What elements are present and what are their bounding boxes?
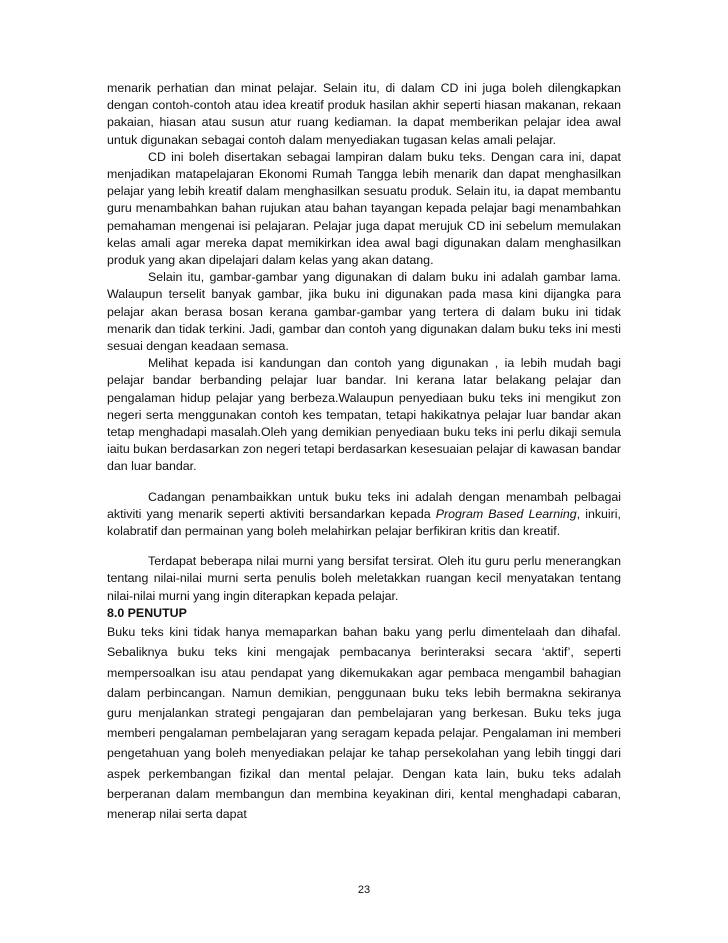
continuation-paragraph: menarik perhatian dan minat pelajar. Selain itu, di dalam CD ini juga boleh dilengkapkan dengan contoh-contoh atau idea kreatif produk hasilan akhir seperti hiasan makanan, rekaan pakaian, hiasan atau susun atur ruang kediaman. Ia dapat memberikan pelajar idea awal untuk digunakan sebagai contoh dalam menyediakan tugasan kelas amali pelajar. xyxy=(107,81,621,147)
suggestion-paragraph xyxy=(107,489,621,541)
suggestion-italic-term: Program Based Learning xyxy=(435,506,577,521)
suggestion-text-end: , inkuiri, kolabratif dan permainan yang boleh melahirkan pelajar berfikiran kritis dan kreatif. xyxy=(107,506,621,539)
cd-paragraph: CD ini boleh disertakan sebagai lampiran dalam buku teks. Dengan cara ini, dapat menjadikan matapelajaran Ekonomi Rumah Tangga lebih menarik dan dapat menghasilkan pelajar yang lebih kreatif dalam menghasilkan sesuatu produk. Selain itu, ia dapat membantu guru menambahkan bahan rujukan atau bahan tayangan kepada pelajar bagi menambahkan pemahaman mengenai isi pelajaran. Pelajar juga dapat merujuk CD ini sebelum memulakan kelas amali agar mereka dapat memikirkan idea awal bagi digunakan dalam menghasilkan produk yang akan dipelajari dalam kelas yang akan datang. xyxy=(107,149,621,268)
closing-paragraph: Buku teks kini tidak hanya memaparkan bahan baku yang perlu dimentelaah dan dihafal. Sebaliknya buku teks kini mengajak pembacanya berinteraksi secara ‘aktif’, seperti mempersoalkan isu atau pendapat yang dikemukakan agar pembaca mengambil bahagian dalam perbincangan. Namun demikian, penggunaan buku teks lebih bermakna sekiranya guru menjalankan strategi pengajaran dan pembelajaran yang berkesan. Buku teks juga memberi pengalaman pembelajaran yang seragam kepada pelajar. Pengalaman ini memberi pengetahuan yang boleh menyediakan pelajar ke tahap persekolahan yang lebih tinggi dari aspek perkembangan fizikal dan mental pelajar. Dengan kata lain, buku teks adalah berperanan dalam membangun dan membina keyakinan diri, kental menghadapi cabaran, menerap nilai serta dapat xyxy=(107,625,621,821)
document-body xyxy=(107,80,621,824)
pictures-paragraph: Selain itu, gambar-gambar yang digunakan di dalam buku ini adalah gambar lama. Walaupun terselit banyak gambar, jika buku ini digunakan pada masa kini dijangka para pelajar akan berasa bosan kerana gambar-gambar yang tertera di dalam buku ini tidak menarik dan tidak terkini. Jadi, gambar dan contoh yang digunakan dalam buku teks ini mesti sesuai dengan keadaan semasa. xyxy=(107,270,621,354)
page-number: 23 xyxy=(357,884,371,896)
suggestion-text-start: Cadangan penambaikkan untuk buku teks ini adalah dengan menambah pelbagai aktiviti yang menarik seperti aktiviti bersandarkan kepada xyxy=(107,489,621,521)
content-paragraph: Melihat kepada isi kandungan dan contoh yang digunakan , ia lebih mudah bagi pelajar bandar berbanding pelajar luar bandar. Ini kerana latar belakang pelajar dan pengalaman hidup pelajar yang berbeza.Walaupun penyediaan buku teks ini mengikut zon negeri serta menggunakan contoh kes tempatan, tetapi hakikatnya pelajar luar bandar akan tetap menghadapi masalah.Oleh yang demikian penyediaan buku teks ini perlu dikaji semula iaitu bukan berdasarkan zon negeri tetapi berdasarkan kesesuaian pelajar di kawasan bandar dan luar bandar. xyxy=(107,356,621,474)
values-paragraph: Terdapat beberapa nilai murni yang bersifat tersirat. Oleh itu guru perlu menerangkan tentang nilai-nilai murni serta penulis boleh meletakkan ruangan kecil menyatakan tentang nilai-nilai murni yang ingin diterapkan kepada pelajar. xyxy=(107,554,621,603)
section-heading: 8.0 PENUTUP xyxy=(107,605,187,620)
